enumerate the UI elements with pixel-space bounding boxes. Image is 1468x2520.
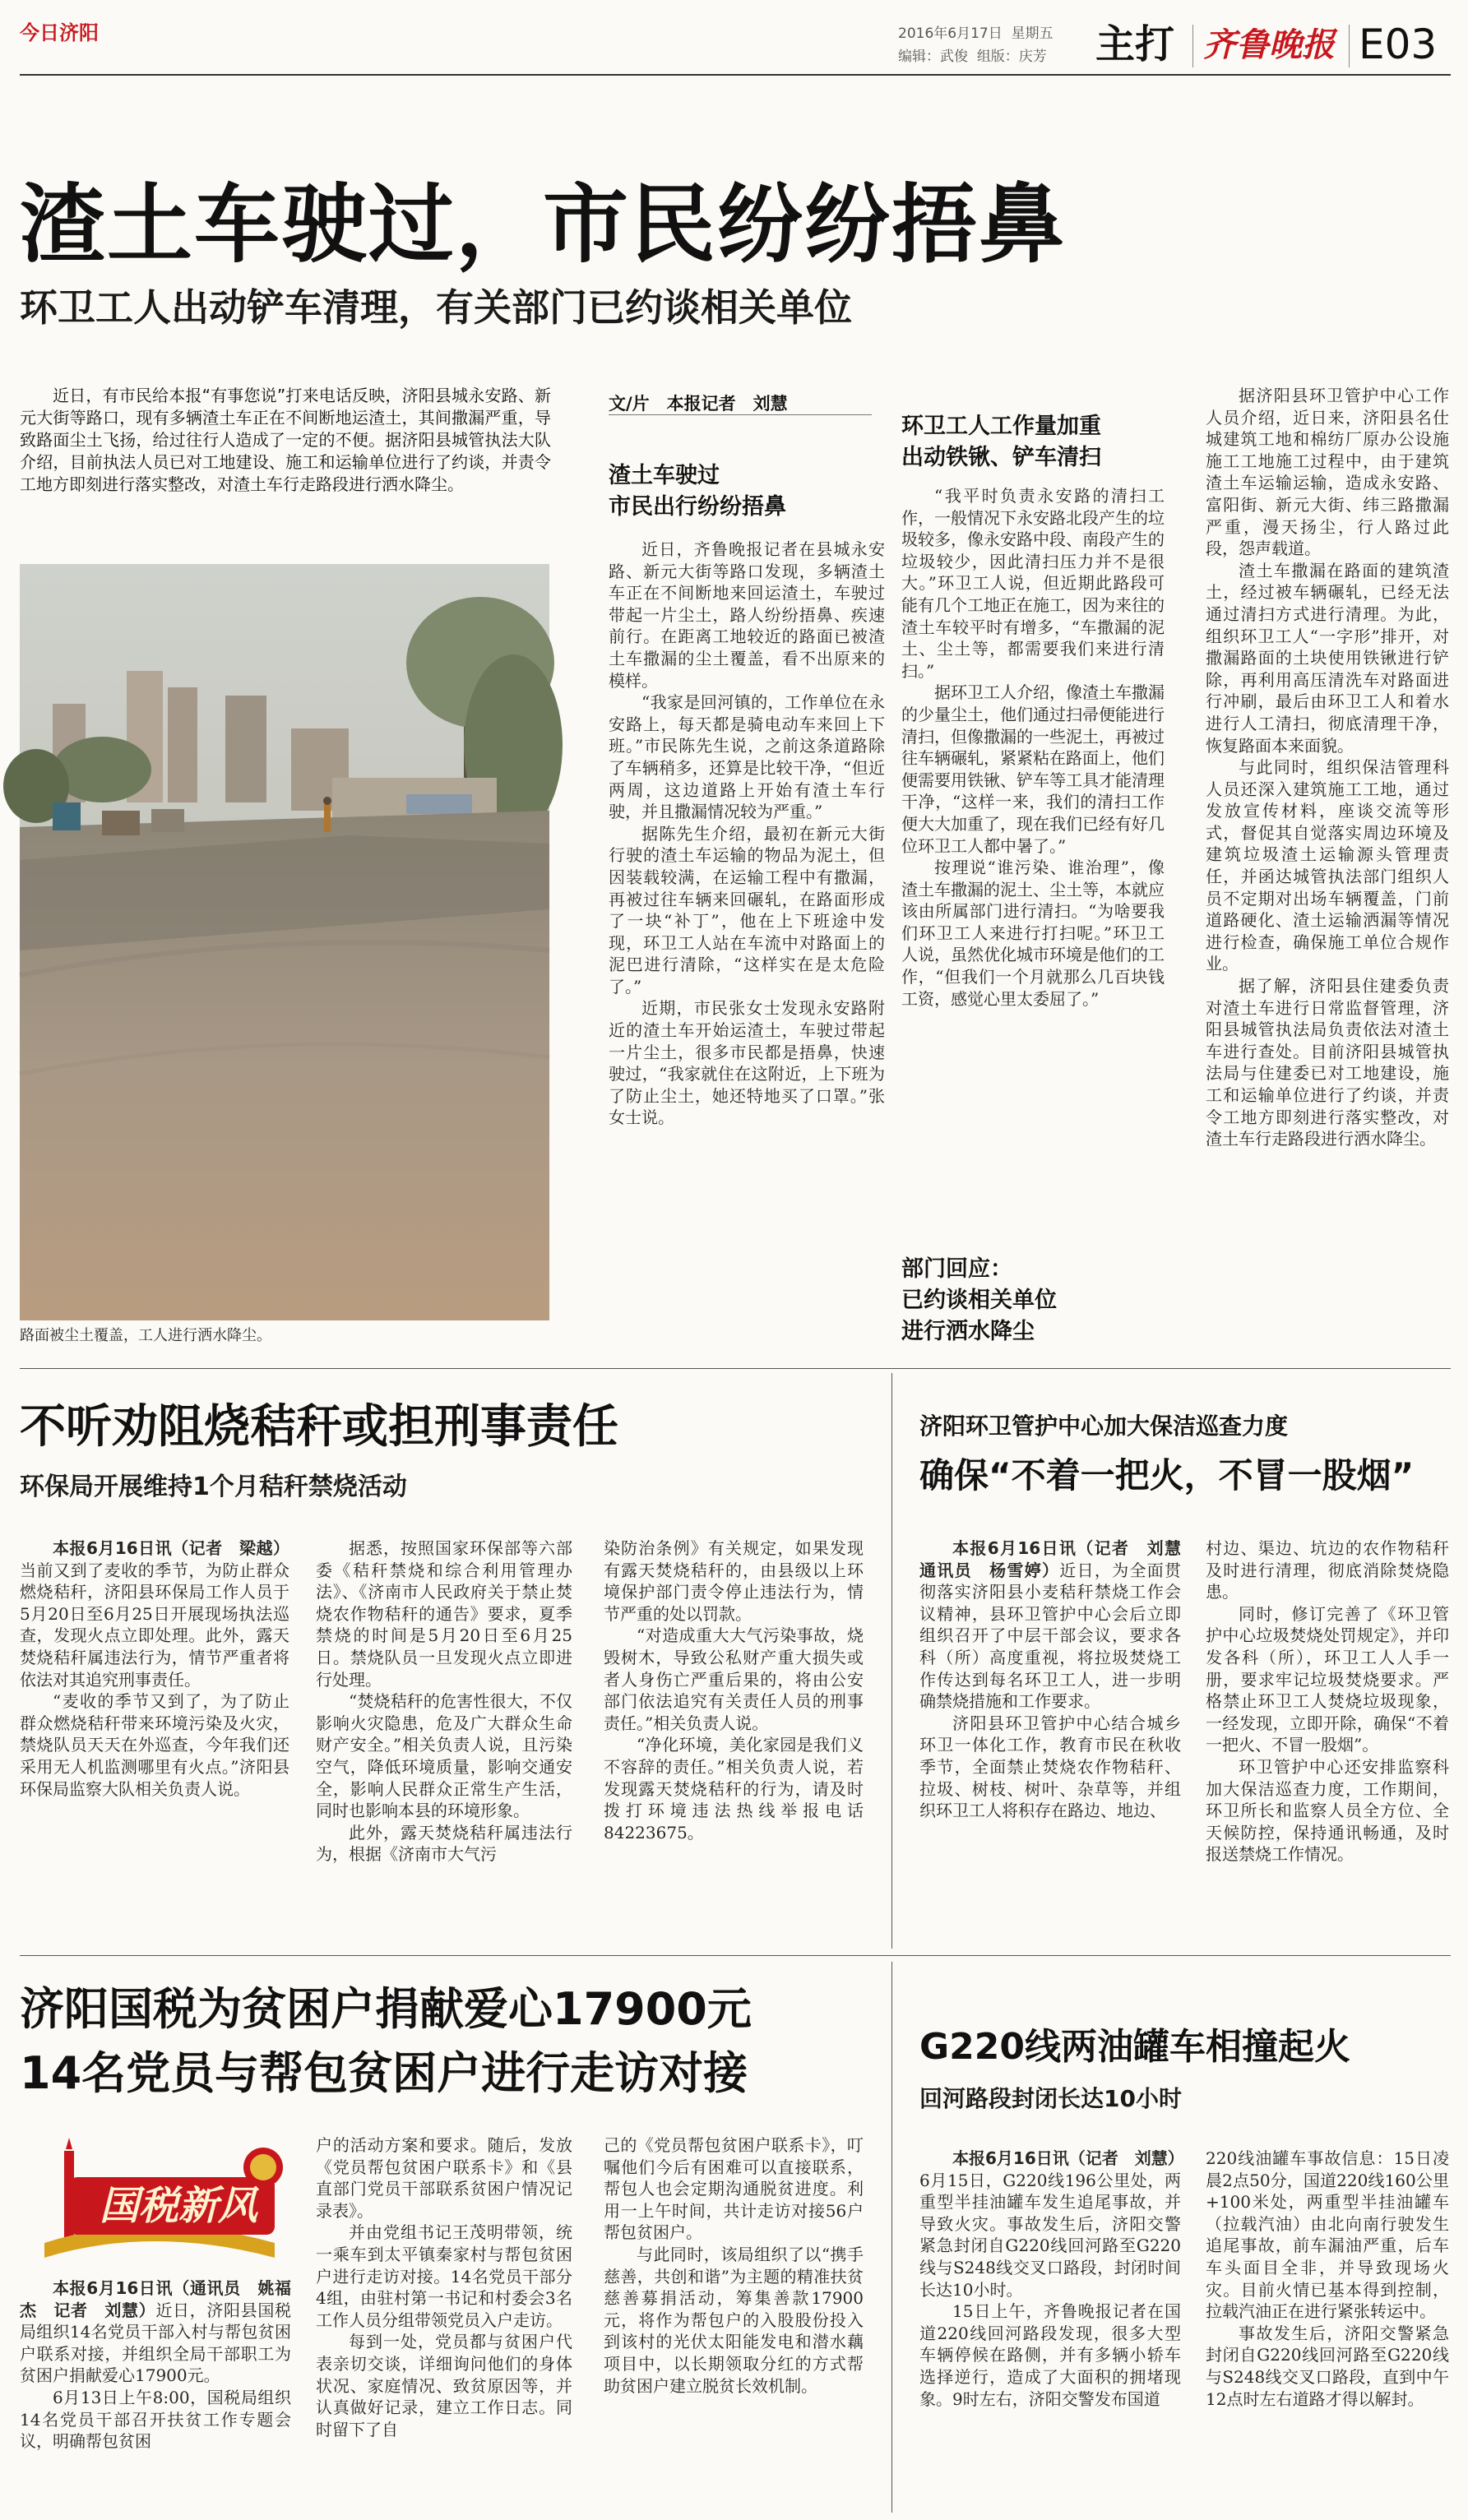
guoshui-logo bbox=[20, 2134, 291, 2276]
a1-sub3: 部门回应： 已约谈相关单位 进行洒水降尘 bbox=[901, 1256, 1057, 1344]
a3-byline bbox=[919, 1537, 1197, 1713]
a1-col1-p0: 近日，齐鲁晚报记者在县城永安路、新元大街等路口发现，多辆渣土车正在不间断地来回运渣土，车驶过带起一片尘土，路人纷纷捂鼻、疾速前行。在距离工地较近的路面已被渣土车撒漏的尘土覆盖，看不出原来的模样。 bbox=[609, 539, 885, 691]
a4-col2 bbox=[316, 2134, 572, 2508]
page-number: E03 bbox=[1359, 21, 1438, 68]
a1-col3-p0: 据济阳县环卫管护中心工作人员介绍，近日来，济阳县名仕城建筑工地和棉纺厂原办公设施施工工地施工过程中，由于建筑渣土车运输运输，造成永安路、富阳街、新元大街、纬三路撒漏严重，漫天扬尘，行人路过此段，怨声载道。 bbox=[1206, 386, 1449, 559]
date-text: 2016年6月17日 bbox=[898, 25, 1003, 42]
a2-col3-p2: “净化环境，美化家园是我们义不容辞的责任。”相关负责人说，若发现露天焚烧秸秆的行为，请及时拨打环境违法热线举报电话84223675。 bbox=[604, 1735, 864, 1843]
weekday-text: 星期五 bbox=[1011, 25, 1054, 42]
a1-col1-p1: “我家是回河镇的，工作单位在永安路上，每天都是骑电动车来回上下班。”市民陈先生说，之前这条道路除了车辆稍多，还算是比较干净，“但近两周，这边道路上开始有渣土车行驶，并且撒漏情况较为严重。” bbox=[609, 692, 885, 822]
a3-col1 bbox=[919, 1537, 1197, 1940]
a1-col3-p2: 与此同时，组织保洁管理科人员还深入建筑施工工地，通过发放宣传材料，座谈交流等形式，督促其自觉落实周边环境及建筑垃圾渣土运输源头管理责任，并函达城管执法部门组织人员不定期对出场车辆覆盖，门前道路硬化、渣土运输洒漏等情况进行检查，确保施工单位合规作业。 bbox=[1206, 757, 1449, 974]
a1-col3 bbox=[1206, 385, 1449, 1329]
a4-title1: 济阳国税为贫困户捐献爱心17900元 bbox=[20, 1983, 752, 2035]
a1-byline: 文/片 本报记者 刘慧 bbox=[609, 394, 788, 414]
a1-col2-p1: 据环卫工人介绍，像渣土车撒漏的少量尘土，他们通过扫帚便能进行清扫，但像撒漏的一些泥土，再被过往车辆碾轧，紧紧粘在路面上，他们便需要用铁锹、铲车等工具才能清理干净，“这样一来，我们的清扫工作便大大加重了，现在我们已经有好几位环卫工人都中暑了。” bbox=[901, 682, 1165, 856]
a4-col1-p1: 6月13日上午8:00，国税局组织14名党员干部召开扶贫工作专题会议，明确帮包贫困 bbox=[20, 2387, 291, 2452]
a5-col1 bbox=[919, 2148, 1184, 2509]
a1-title: 渣土车驶过，市民纷纷捂鼻 bbox=[20, 174, 1067, 275]
a1-col1-p3: 近期，市民张女士发现永安路附近的渣土车开始运渣土，车驶过带起一片尘土，很多市民都是捂鼻，快速驶过，“我家就住在这附近，上下班为了防止尘土，她还特地买了口罩。”张女士说。 bbox=[609, 998, 885, 1128]
a2-byline bbox=[20, 1537, 289, 1690]
a2-col2-p2: 此外，露天焚烧秸秆属违法行为，根据《济南市大气污 bbox=[316, 1822, 572, 1865]
a4-col1-p0: 近日，济阳县国税局组织14名党员干部入村与帮包贫困户联系对接，并组织全局干部职工为贫困户捐献爱心17900元。 bbox=[20, 2300, 292, 2386]
a4-byline bbox=[20, 2277, 291, 2387]
header-editors bbox=[898, 44, 1047, 65]
a3-col2-p0: 村边、渠边、坑边的农作物秸秆及时进行清理，彻底消除焚烧隐患。 bbox=[1206, 1538, 1449, 1602]
a1-col2-p2: 按理说“谁污染、谁治理”，像渣土车撒漏的泥土、尘土等，本就应该由所属部门进行清扫。“为啥要我们环卫工人来进行打扫呢。”环卫工人说，虽然优化城市环境是他们的工作，“但我们一个月就那么几百块钱工资，感觉心里太委屈了。” bbox=[901, 858, 1165, 1009]
a2-col3-p0: 染防治条例》有关规定，如果发现有露天焚烧秸秆的，由县级以上环境保护部门责令停止违法行为，情节严重的处以罚款。 bbox=[604, 1538, 864, 1624]
section-label: 今日济阳 bbox=[20, 21, 99, 44]
a5-byline bbox=[919, 2148, 1184, 2300]
a3-col2-p2: 环卫管护中心还安排监察科加大保洁巡查力度，工作期间，环卫所长和监察人员全方位、全天候防控，保持通讯畅通，及时报送禁烧工作情况。 bbox=[1206, 1756, 1449, 1865]
a4-col2-p1: 并由党组书记王茂明带领，统一乘车到太平镇秦家村与帮包贫困户进行走访对接。14名党员干部分4组，由驻村第一书记和村委会3名工作人员分组带领党员入户走访。 bbox=[316, 2222, 572, 2330]
a1-subtitle: 环卫工人出动铲车清理，有关部门已约谈相关单位 bbox=[20, 285, 852, 330]
a2-col1 bbox=[20, 1537, 289, 1940]
paper-logo: 齐鲁晚报 bbox=[1203, 25, 1335, 64]
a4-col2-p0: 户的活动方案和要求。随后，发放《党员帮包贫困户联系卡》和《县直部门党员干部联系贫困户情况记录表》。 bbox=[316, 2135, 572, 2221]
a5-col2-p1: 事故发生后，济阳交警紧急封闭自G220线回河路至G220线与S248线交叉口路段，直到中午12点时左右道路才得以解封。 bbox=[1206, 2323, 1449, 2409]
a3-col2 bbox=[1206, 1537, 1449, 1940]
road-photo-image bbox=[20, 564, 549, 1320]
a4-col3 bbox=[604, 2134, 864, 2508]
a4-col3-p0: 己的《党员帮包贫困户联系卡》，叮嘱他们今后有困难可以直接联系，帮包人也会定期沟通脱贫进度。利用一上午时间，共计走访对接56户帮包贫困户。 bbox=[604, 2135, 864, 2243]
a5-col1-p1: 15日上午，齐鲁晚报记者在国道220线回河路段发现，很多大型车辆停候在路侧，并有多辆小轿车选择逆行，造成了大面积的拥堵现象。9时左右，济阳交警发布国道 bbox=[919, 2301, 1181, 2409]
a4-col2-p2: 每到一处，党员都与贫困户代表亲切交谈，详细询问他们的身体状况、家庭情况、致贫原因等，并认真做好记录，建立工作日志。同时留下了自 bbox=[316, 2332, 572, 2439]
a2-col2 bbox=[316, 1537, 572, 1940]
a2-title: 不听劝阻烧秸秆或担刑事责任 bbox=[20, 1400, 618, 1454]
a2-col1-p1: “麦收的季节又到了，为了防止群众燃烧秸秆带来环境污染及火灾，禁烧队员天天在外巡查，今年我们还采用无人机监测哪里有火点。”济阳县环保局监察大队相关负责人说。 bbox=[20, 1691, 289, 1799]
editor-text: 编辑：武俊 bbox=[898, 49, 968, 65]
header-date bbox=[898, 21, 1054, 42]
a1-col1 bbox=[609, 539, 885, 1328]
a4-byline-text: 本报6月16日讯（通讯员 姚福杰 记者 刘慧） bbox=[20, 2278, 291, 2320]
a1-col3-p1: 渣土车撒漏在路面的建筑渣土，经过被车辆碾轧，已经无法通过清扫方式进行清理。为此，组织环卫工人“一字形”排开，对撒漏路面的土块使用铁锹进行铲除，再利用高压清洗车对路面进行冲刷，最后由环卫工人和着水进行人工清扫，彻底清理干净，恢复路面本来面貌。 bbox=[1206, 560, 1449, 756]
a1-photo-caption: 路面被尘土覆盖，工人进行洒水降尘。 bbox=[20, 1327, 271, 1344]
a1-sub2: 环卫工人工作量加重 出动铁锹、铲车清扫 bbox=[901, 414, 1101, 470]
a5-col2-p0: 220线油罐车事故信息：15日凌晨2点50分，国道220线160公里+100米处，两重型半挂油罐车（拉载汽油）由北向南行驶发生追尾事故，前车漏油严重，后车车头面目全非，并导致现场火灾。目前火情已基本得到控制，拉载汽油正在进行紧张转运中。 bbox=[1206, 2148, 1449, 2322]
a5-col1-p0: 6月15日，G220线196公里处，两重型半挂油罐车发生追尾事故，并导致火灾。事故发生后，济阳交警紧急封闭自G220线回河路至G220线与S248线交叉口路段，封闭时间长达10小时。 bbox=[919, 2170, 1181, 2300]
a5-col2 bbox=[1206, 2148, 1449, 2509]
a3-kicker: 济阳环卫管护中心加大保洁巡查力度 bbox=[919, 1413, 1289, 1440]
a1-col3-p3: 据了解，济阳县住建委负责对渣土车进行日常监督管理，济阳县城管执法局负责依法对渣土车进行查处。目前济阳县城管执法局与住建委已对工地建设，施工和运输单位进行了约谈，并责令工地方即刻进行落实整改，对渣土车行走路段进行洒水降尘。 bbox=[1206, 976, 1449, 1149]
a5-subtitle: 回河路段封闭长达10小时 bbox=[919, 2085, 1182, 2112]
a1-col2-p0: “我平时负责永安路的清扫工作，一般情况下永安路北段产生的垃圾较多，像永安路中段、南段产生的垃圾较少，因此清扫压力并不是很大。”环卫工人说，但近期此路段可能有几个工地正在施工，因为来往的渣土车较平时有增多，“车撒漏的泥土、尘土等，都需要我们来进行清扫。” bbox=[901, 486, 1165, 681]
a1-photo bbox=[20, 564, 549, 1320]
a2-byline-text: 本报6月16日讯（记者 梁越） bbox=[53, 1538, 289, 1558]
a3-byline-text: 本报6月16日讯（记者 刘慧 通讯员 杨雪婷） bbox=[919, 1538, 1197, 1580]
a3-title: 确保“不着一把火，不冒一股烟” bbox=[919, 1455, 1415, 1496]
a3-col1-p1: 济阳县环卫管护中心结合城乡环卫一体化工作，教育市民在秋收季节，全面禁止焚烧农作物秸秆、拉圾、树枝、树叶、杂草等，并组织环卫工人将积存在路边、地边、 bbox=[919, 1713, 1181, 1821]
a2-col2-p0: 据悉，按照国家环保部等六部委《秸秆禁烧和综合利用管理办法》、《济南市人民政府关于禁止焚烧农作物秸秆的通告》要求，夏季禁烧的时间是5月20日至6月25日。禁烧队员一旦发现火点立即进行处理。 bbox=[316, 1538, 572, 1690]
a4-title2: 14名党员与帮包贫困户进行走访对接 bbox=[20, 2047, 748, 2099]
logo-text: 国税新风 bbox=[99, 2183, 257, 2229]
a2-col1-p0: 当前又到了麦收的季节，为防止群众燃烧秸秆，济阳县环保局工作人员于5月20日至6月25日开展现场执法巡查，发现火点立即处理。此外，露天焚烧秸秆属违法行为，情节严重者将依法对其追究刑事责任。 bbox=[20, 1560, 289, 1690]
a4-col3-p1: 与此同时，该局组织了以“携手慈善，共创和谐”为主题的精准扶贫慈善募捐活动，筹集善款17900元，将作为帮包户的入股股份投入到该村的光伏太阳能发电和潜水藕项目中，以长期领取分红的方式帮助贫困户建立脱贫长效机制。 bbox=[604, 2244, 864, 2396]
a2-col3-p1: “对造成重大大气污染事故，烧毁树木，导致公私财产重大损失或者人身伤亡严重后果的，将由公安部门依法追究有关责任人员的刑事责任。”相关负责人说。 bbox=[604, 1625, 864, 1733]
a5-title: G220线两油罐车相撞起火 bbox=[919, 2026, 1350, 2068]
column-name: 主打 bbox=[1095, 21, 1175, 67]
a1-sub1: 渣土车驶过 市民出行纷纷捂鼻 bbox=[609, 463, 786, 520]
a2-col3 bbox=[604, 1537, 864, 1940]
a1-lead-text: 近日，有市民给本报“有事您说”打来电话反映，济阳县城永安路、新元大街等路口，现有多辆渣土车正在不间断地运渣土，其间撒漏严重，导致路面尘土飞扬，给过往行人造成了一定的不便。据济阳县城管执法大队介绍，目前执法人员已对工地建设、施工和运输单位进行了约谈，并责令工地方即刻进行落实整改，对渣土车行走路段进行洒水降尘。 bbox=[20, 386, 551, 494]
a1-col1-p2: 据陈先生介绍，最初在新元大街行驶的渣土车运输的物品为泥土，但因装载较满，在运输工程中有撒漏，再被过往车辆来回碾轧，在路面形成了一块“补丁”，他在上下班途中发现，环卫工人站在车流中对路面上的泥巴进行清除，“这样实在是太危险了。” bbox=[609, 823, 885, 996]
a1-lead bbox=[20, 385, 551, 546]
a4-col1 bbox=[20, 2277, 291, 2508]
a2-col2-p1: “焚烧秸秆的危害性很大，不仅影响火灾隐患，危及广大群众生命财产安全。”相关负责人说，且污染空气，降低环境质量，影响交通安全，影响人民群众正常生产生活，同时也影响本县的环境形象。 bbox=[316, 1691, 572, 1821]
a5-byline-text: 本报6月16日讯（记者 刘慧） bbox=[952, 2148, 1184, 2168]
a2-subtitle: 环保局开展维持1个月秸秆禁烧活动 bbox=[20, 1473, 407, 1501]
layout-text: 组版：庆芳 bbox=[976, 49, 1047, 65]
a3-col1-p0: 近日，为全面贯彻落实济阳县小麦秸秆禁烧工作会议精神，县环卫管护中心会后立即组织召开了中层干部会议，要求各科（所）高度重视，将拉圾焚烧工作传达到每名环卫工人，进一步明确禁烧措施和工作要求。 bbox=[919, 1560, 1182, 1712]
a3-col2-p1: 同时，修订完善了《环卫管护中心垃圾焚烧处罚规定》，并印发各科（所），环卫工人人手一册，要求牢记垃圾焚烧要求。严格禁止环卫工人焚烧垃圾现象，一经发现，立即开除，确保“不着一把火、不冒一股烟”。 bbox=[1206, 1603, 1449, 1755]
a1-col2 bbox=[901, 485, 1165, 1237]
